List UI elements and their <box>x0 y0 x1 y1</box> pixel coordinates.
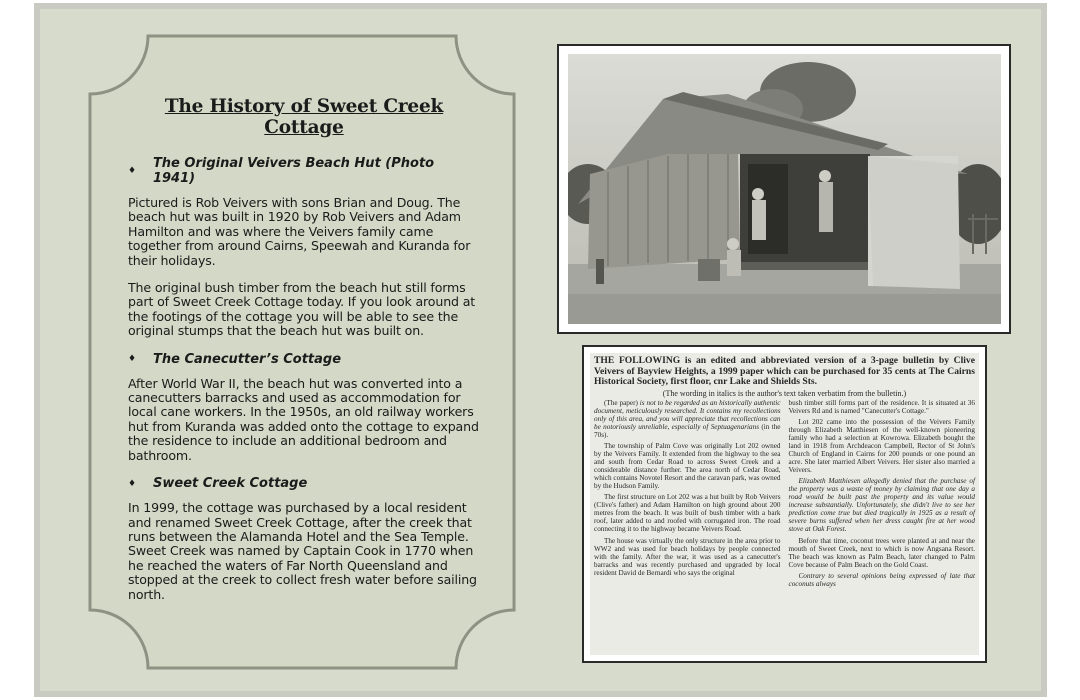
clipping-paragraph: The house was virtually the only structure in the area prior to WW2 and was used for beach holidays by people connected with the family. After the war, it was used as a canecutter's barracks and was recently purchased and upgraded by local resident David de Bernardi who says the original <box>594 536 781 577</box>
beach-hut-photo <box>568 54 1001 324</box>
section-paragraph: Pictured is Rob Veivers with sons Brian and Doug. The beach hut was built in 1920 by Rob Veivers and Adam Hamilton and was where the Veivers family came together from around Cairns, Speewah and Kuranda for their holidays. <box>128 195 471 268</box>
clipping-italic-text: is not to be regarded as an historically authentic document, meticulously researched. It contains my recollections only of this area, and you will appreciate that recollections can be notoriously unreliable, especially of Septuagenarians <box>594 398 781 431</box>
section-paragraph: In 1999, the cottage was purchased by a local resident and renamed Sweet Creek Cottage, after the creek that runs between the Alamanda Hotel and the Sea Temple. Sweet Creek was named by Captain Cook in 1770 when he reached the waters of Far North Queensland and stopped at the creek to collect fresh water before sailing north. <box>128 500 477 602</box>
section-heading-text: The Original Veivers Beach Hut (Photo 1941) <box>152 156 435 186</box>
clipping-text: (The paper) <box>604 398 640 407</box>
clipping-paragraph: Elizabeth Matthiesen allegedly denied that the purchase of the property was a waste of money by claiming that one day a road would be built past the property and its value would increase substantially. Unfortunately, she didn't live to see her prediction come true but died tragically in 1925 as a result of severe burns suffered when her dress caught fire at her wood stove at Oak Forest. <box>788 477 975 534</box>
clipping-text: (in the 70s). <box>594 422 781 439</box>
section-paragraph: The original bush timber from the beach hut still forms part of Sweet Creek Cottage today. If you look around at the footings of the cottage you will be able to see the original stumps that the beach hut was built on. <box>128 280 476 339</box>
clipping-columns <box>590 399 979 591</box>
section-paragraph: After World War II, the beach hut was converted into a canecutters barracks and used as accommodation for local cane workers. In the 1950s, an old railway workers hut from Kuranda was added onto the cottage to expand the residence to include an additional bedroom and bathroom. <box>128 375 479 463</box>
clipping-paragraph: Contrary to several opinions being expressed of late that coconuts always <box>788 571 975 588</box>
clipping-intro: THE FOLLOWING is an edited and abbreviated version of a 3-page bulletin by Clive Veivers of Bayview Heights, a 1999 paper which can be purchased for 35 cents at The Cairns Historical Society, first floor, cnr Lake and Shields Sts. <box>594 355 975 388</box>
clipping-paragraph: Lot 202 came into the possession of the Veivers Family through Elizabeth Matthiesen of the well-known pioneering family who had a selection at Kowrowa. Elizabeth bought the land in 1918 from Archdeacon Campbell, Rector of St John's Church of England in Cairns for 200 pounds or one pound an acre. She later married Albert Veivers. Her sister also married a Veivers. <box>788 417 975 475</box>
diamond-bullet-icon: ♦ <box>128 478 137 489</box>
section-heading-beach-hut <box>128 156 480 186</box>
section-heading-text: The Canecutter’s Cottage <box>153 351 342 367</box>
clipping-column-right <box>789 399 976 591</box>
clipping-paragraph: Before that time, coconut trees were planted at and near the mouth of Sweet Creek, next to which is now Angsana Resort. The beach was known as Palm Beach, later changed to Palm Cove because of Palm Beach on the Gold Coast. <box>788 536 975 569</box>
section-heading-canecutters <box>128 352 480 367</box>
clipping-column-left <box>594 399 781 591</box>
text-panel <box>128 96 480 615</box>
clipping-paragraph: The first structure on Lot 202 was a hut built by Rob Veivers (Clive's father) and Adam Hamilton on high ground about 200 metres from the beach. It was built of bush timber with a bark roof, later added to and roofed with corrugated iron. The road connecting it to the highway became Veivers Road. <box>594 493 781 534</box>
section-heading-sweet-creek <box>128 476 480 491</box>
photo-frame <box>557 44 1011 334</box>
clipping-note: (The wording in italics is the author's text taken verbatim from the bulletin.) <box>662 388 907 398</box>
clipping-paragraph: The township of Palm Cove was originally Lot 202 owned by the Veivers Family. It extended from the highway to the sea and south from Cedar Road to across Sweet Creek and a considerable distance further. The area north of Cedar Road, which contains Novotel Resort and the caravan park, was owned by the Hudson Family. <box>594 442 781 491</box>
panel-title: The History of Sweet Creek Cottage <box>164 96 444 138</box>
clipping-paragraph: bush timber still forms part of the residence. It is situated at 36 Veivers Rd and is named "Canecutter's Cottage." <box>788 398 975 415</box>
newspaper-clipping <box>590 353 979 655</box>
section-heading-text: Sweet Creek Cottage <box>153 476 308 492</box>
clipping-frame <box>582 345 987 663</box>
diamond-bullet-icon: ♦ <box>128 354 137 365</box>
diamond-bullet-icon: ♦ <box>128 166 137 176</box>
clipping-paragraph <box>594 399 781 439</box>
